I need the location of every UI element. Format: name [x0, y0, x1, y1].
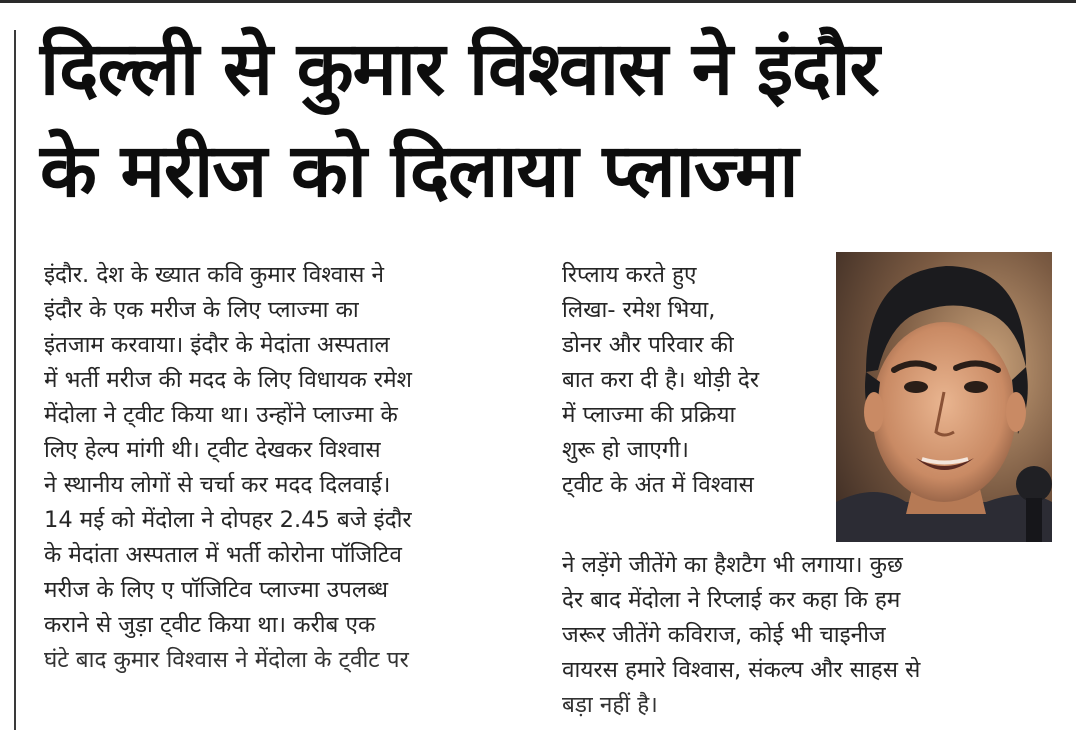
text-line: जरूर जीतेंगे कविराज, कोई भी चाइनीज	[562, 622, 886, 648]
text-line: के मेदांता अस्पताल में भर्ती कोरोना पॉजिटिव	[44, 542, 402, 568]
text-line: में भर्ती मरीज की मदद के लिए विधायक रमेश	[44, 367, 412, 393]
text-line: रिप्लाय करते हुए	[562, 262, 697, 288]
text-line: लिए हेल्प मांगी थी। ट्वीट देखकर विश्वास	[44, 437, 381, 463]
text-line: डोनर और परिवार की	[562, 332, 734, 358]
text-line: ने स्थानीय लोगों से चर्चा कर मदद दिलवाई।	[44, 472, 391, 498]
text-line-cut: बड़ा नहीं है।	[562, 692, 658, 718]
portrait-image	[836, 252, 1052, 542]
article-column-2-continued	[562, 548, 1056, 723]
article-column-1	[44, 258, 532, 678]
headline-line-2: के मरीज को दिलाया प्लाज्मा	[40, 128, 798, 214]
text-line: में प्लाज्मा की प्रक्रिया	[562, 402, 736, 428]
text-line: मरीज के लिए ए पॉजिटिव प्लाज्मा उपलब्ध	[44, 577, 388, 603]
text-line: शुरू हो जाएगी।	[562, 437, 689, 463]
text-line: कराने से जुड़ा ट्वीट किया था। करीब एक	[44, 612, 376, 638]
text-line: 14 मई को मेंदोला ने दोपहर 2.45 बजे इंदौर	[44, 507, 412, 533]
top-rule	[0, 0, 1076, 3]
text-line: बात करा दी है। थोड़ी देर	[562, 367, 760, 393]
speaker-photo	[836, 252, 1052, 542]
text-line: इंतजाम करवाया। इंदौर के मेदांता अस्पताल	[44, 332, 390, 358]
text-line: लिखा- रमेश भिया,	[562, 297, 716, 323]
text-line: इंदौर के एक मरीज के लिए प्लाज्मा का	[44, 297, 359, 323]
headline-line-1: दिल्ली से कुमार विश्वास ने इंदौर	[40, 26, 879, 112]
text-line: ने लड़ेंगे जीतेंगे का हैशटैग भी लगाया। कुछ	[562, 552, 903, 578]
text-line: मेंदोला ने ट्वीट किया था। उन्होंने प्लाज्मा के	[44, 402, 398, 428]
text-line-cut: घंटे बाद कुमार विश्वास ने मेंदोला के ट्वीट पर	[44, 647, 409, 673]
column-rule	[14, 30, 16, 730]
text-line: वायरस हमारे विश्वास, संकल्प और साहस से	[562, 657, 921, 683]
text-line: ट्वीट के अंत में विश्वास	[562, 472, 754, 498]
text-line: देर बाद मेंदोला ने रिप्लाई कर कहा कि हम	[562, 587, 901, 613]
text-line: इंदौर. देश के ख्यात कवि कुमार विश्वास ने	[44, 262, 384, 288]
article-column-2	[562, 258, 830, 503]
headline	[40, 18, 1060, 222]
